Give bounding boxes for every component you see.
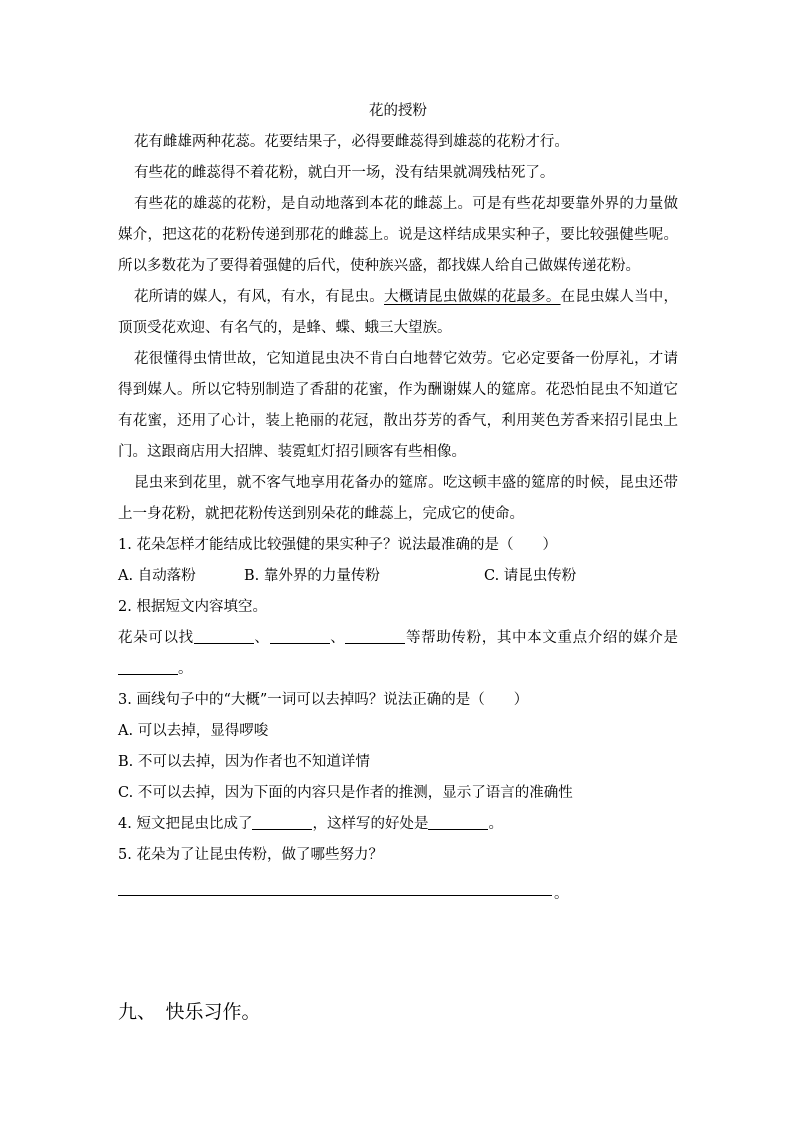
q5-end: 。 — [554, 886, 569, 902]
q4-text-1: 4. 短文把昆虫比成了 — [118, 816, 253, 832]
q4-text-2: ，这样写的好处是 — [312, 816, 429, 832]
q2-sep-2: 、 — [329, 630, 346, 646]
q2-blank-4[interactable] — [118, 660, 178, 676]
section-heading: 九、 快乐习作。 — [118, 1001, 261, 1023]
q2-text-2: 等帮助传粉，其中本文重点介绍的媒介是 — [405, 630, 679, 646]
paragraph-1: 花有雌雄两种花蕊。花要结果子，必得要雌蕊得到雄蕊的花粉才行。 — [133, 134, 569, 150]
paragraph-2: 有些花的雌蕊得不着花粉，就白开一场，没有结果就凋残枯死了。 — [133, 165, 555, 181]
paragraph-5: 花很懂得虫情世故，它知道昆虫决不肯白白地替它效劳。它必定要备一份厚礼，才请得到媒人。所以它特别制造了香甜的花蜜，作为酬谢媒人的筵席。花恐怕昆虫不知道它有花蜜，还用了心计，装上艳丽的花冠，散出芬芳的香气，利用荚色芳香来招引昆虫上门。这跟商店用大招牌、装霓虹灯招引顾客有些相像。 — [118, 351, 678, 460]
q4-end: 。 — [488, 816, 503, 832]
paragraph-6: 昆虫来到花里，就不客气地享用花备办的筵席。吃这顿丰盛的筵席的时候，昆虫还带上一身花粉，就把花粉传送到别朵花的雌蕊上，完成它的使命。 — [118, 475, 678, 522]
q5-answer-area[interactable] — [118, 875, 678, 906]
q5-answer-line — [118, 895, 552, 896]
question-5: 5. 花朵为了让昆虫传粉，做了哪些努力？ — [118, 847, 383, 863]
q4-blank-2[interactable] — [428, 815, 488, 831]
q2-blank-1[interactable] — [194, 629, 254, 645]
q2-end: 。 — [178, 661, 193, 677]
paragraph-3: 有些花的雄蕊的花粉，是自动地落到本花的雌蕊上。可是有些花却要靠外界的力量做媒介，把这花的花粉传递到那花的雌蕊上。说是这样结成果实种子，要比较强健些呢。所以多数花为了要得着强健的后代，使种族兴盛，都找媒人给自己做媒传递花粉。 — [118, 196, 678, 274]
q2-blank-2[interactable] — [270, 629, 330, 645]
paragraph-4 — [118, 282, 678, 344]
passage-title: 花的授粉 — [369, 103, 427, 119]
q2-text-1: 花朵可以找 — [118, 630, 194, 646]
q2-blank-3[interactable] — [345, 629, 405, 645]
q2-sep-1: 、 — [253, 630, 270, 646]
question-3: 3. 画线句子中的“大概”一词可以去掉吗？说法正确的是（ ） — [118, 692, 529, 708]
question-2: 2. 根据短文内容填空。 — [118, 599, 267, 615]
passage-page — [118, 96, 678, 906]
q1-option-a[interactable]: A. 自动落粉 — [118, 568, 196, 584]
question-2-fill — [118, 623, 678, 685]
paragraph-4-end: 在昆虫媒人当中，顶顶受花欢迎、有名气的，是蜂、蝶、蛾三大望族。 — [118, 289, 679, 336]
question-1-options — [118, 561, 678, 592]
underlined-sentence: 大概请昆虫做媒的花最多。 — [384, 289, 561, 305]
question-4 — [118, 809, 678, 840]
question-1: 1. 花朵怎样才能结成比较强健的果实种子？说法最准确的是（ ） — [118, 537, 557, 553]
q3-option-a[interactable]: A. 可以去掉，显得啰唆 — [118, 723, 269, 739]
q4-blank-1[interactable] — [252, 815, 312, 831]
q1-option-c[interactable]: C. 请昆虫传粉 — [484, 568, 577, 584]
q1-option-b[interactable]: B. 靠外界的力量传粉 — [244, 568, 380, 584]
q3-option-c[interactable]: C. 不可以去掉，因为下面的内容只是作者的推测，显示了语言的准确性 — [118, 785, 573, 801]
paragraph-4-start: 花所请的媒人，有风，有水，有昆虫。 — [133, 289, 385, 305]
q3-option-b[interactable]: B. 不可以去掉，因为作者也不知道详情 — [118, 754, 370, 770]
